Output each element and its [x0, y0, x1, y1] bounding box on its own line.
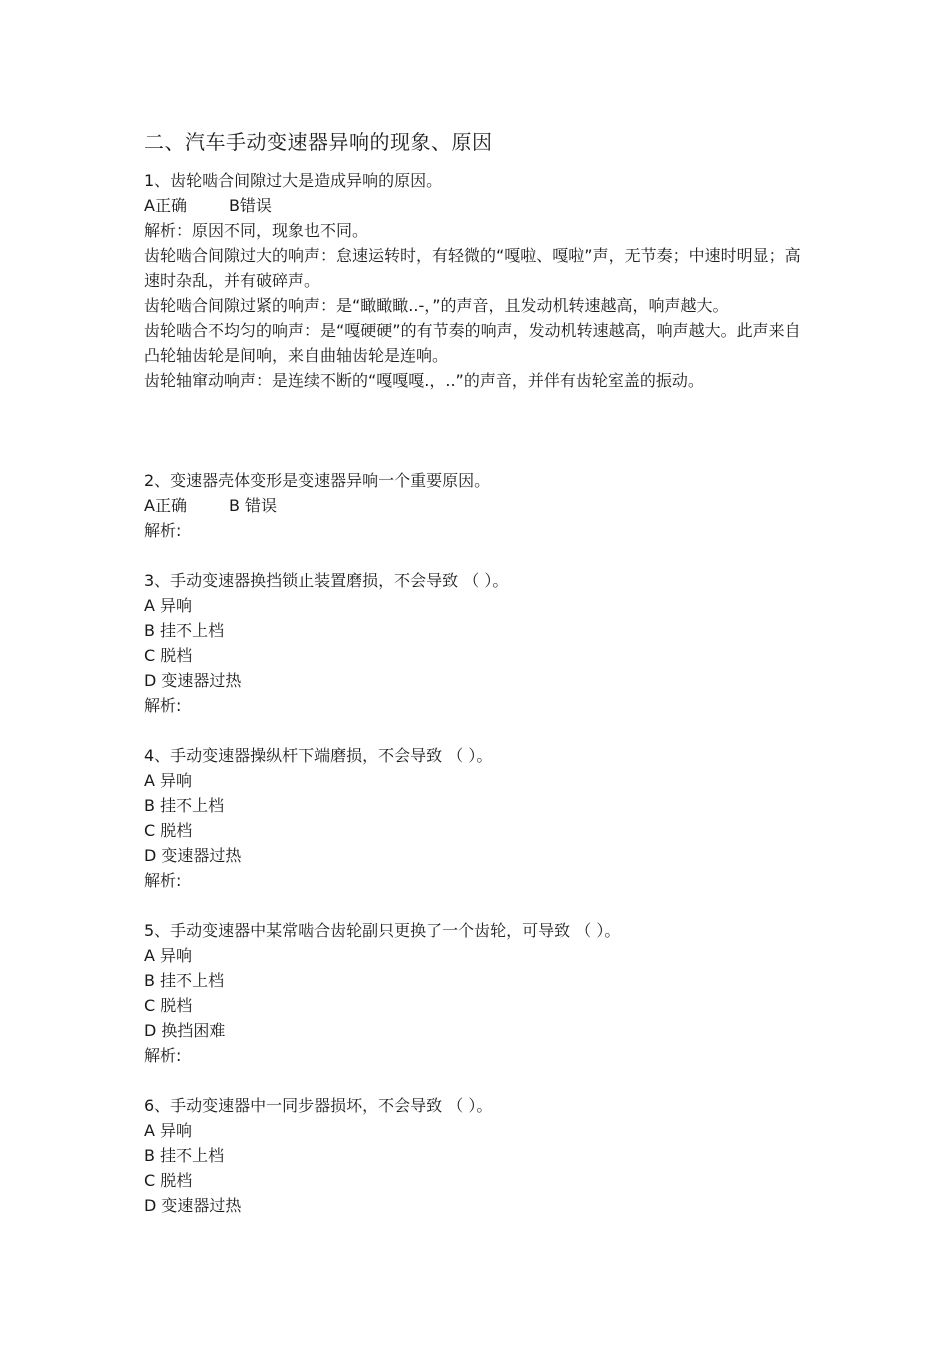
answer-options	[144, 493, 808, 518]
option-c: C 脱档	[144, 996, 193, 1015]
spacer	[144, 418, 808, 468]
question-6	[144, 1093, 808, 1218]
analysis-label: 解析:	[144, 1046, 182, 1065]
document-page	[144, 128, 808, 1243]
option-c: C 脱档	[144, 1171, 193, 1190]
question-text: 2、变速器壳体变形是变速器异响一个重要原因。	[144, 471, 491, 490]
option-c: C 脱档	[144, 646, 193, 665]
analysis-label: 解析:	[144, 521, 182, 540]
option-a: A 异响	[144, 1121, 193, 1140]
analysis-text: 齿轮啮合间隙过大的响声：怠速运转时，有轻微的“嘎啦、嘎啦”声，无节奏；中速时明显；高速时杂乱，并有破碎声。	[144, 246, 801, 290]
analysis-text: 齿轮轴窜动响声：是连续不断的“嘎嘎嘎.，..”的声音，并伴有齿轮室盖的振动。	[144, 371, 704, 390]
analysis-text: 解析：原因不同，现象也不同。	[144, 221, 369, 240]
option-a: A 异响	[144, 596, 193, 615]
question-text: 3、手动变速器换挡锁止装置磨损，不会导致 （ ）。	[144, 571, 509, 590]
option-d: D 变速器过热	[144, 1196, 242, 1215]
question-2	[144, 468, 808, 543]
answer-options	[144, 193, 808, 218]
question-1	[144, 168, 808, 393]
option-b: B 挂不上档	[144, 796, 225, 815]
analysis-text: 齿轮啮合不均匀的响声：是“嘎硬硬”的有节奏的响声，发动机转速越高，响声越大。此声来自凸轮轴齿轮是间响，来自曲轴齿轮是连响。	[144, 321, 801, 365]
option-a: A 异响	[144, 771, 193, 790]
question-text: 1、齿轮啮合间隙过大是造成异响的原因。	[144, 171, 443, 190]
option-c: C 脱档	[144, 821, 193, 840]
option-d: D 变速器过热	[144, 671, 242, 690]
option-a: A正确	[144, 196, 187, 215]
option-a: A正确	[144, 496, 187, 515]
option-b: B 错误	[228, 496, 278, 515]
question-4	[144, 743, 808, 893]
question-text: 5、手动变速器中某常啮合齿轮副只更换了一个齿轮，可导致 （ ）。	[144, 921, 621, 940]
question-5	[144, 918, 808, 1068]
question-3	[144, 568, 808, 718]
question-text: 6、手动变速器中一同步器损坏，不会导致 （ ）。	[144, 1096, 493, 1115]
option-d: D 换挡困难	[144, 1021, 226, 1040]
option-b: B 挂不上档	[144, 621, 225, 640]
section-title: 二、汽车手动变速器异响的现象、原因	[144, 130, 493, 154]
option-d: D 变速器过热	[144, 846, 242, 865]
option-b: B 挂不上档	[144, 971, 225, 990]
option-a: A 异响	[144, 946, 193, 965]
option-b: B 挂不上档	[144, 1146, 225, 1165]
analysis-label: 解析:	[144, 696, 182, 715]
option-b: B错误	[228, 196, 272, 215]
analysis-label: 解析:	[144, 871, 182, 890]
question-text: 4、手动变速器操纵杆下端磨损，不会导致 （ ）。	[144, 746, 493, 765]
analysis-text: 齿轮啮合间隙过紧的响声：是“瞰瞰瞰..-，”的声音，且发动机转速越高，响声越大。	[144, 296, 729, 315]
